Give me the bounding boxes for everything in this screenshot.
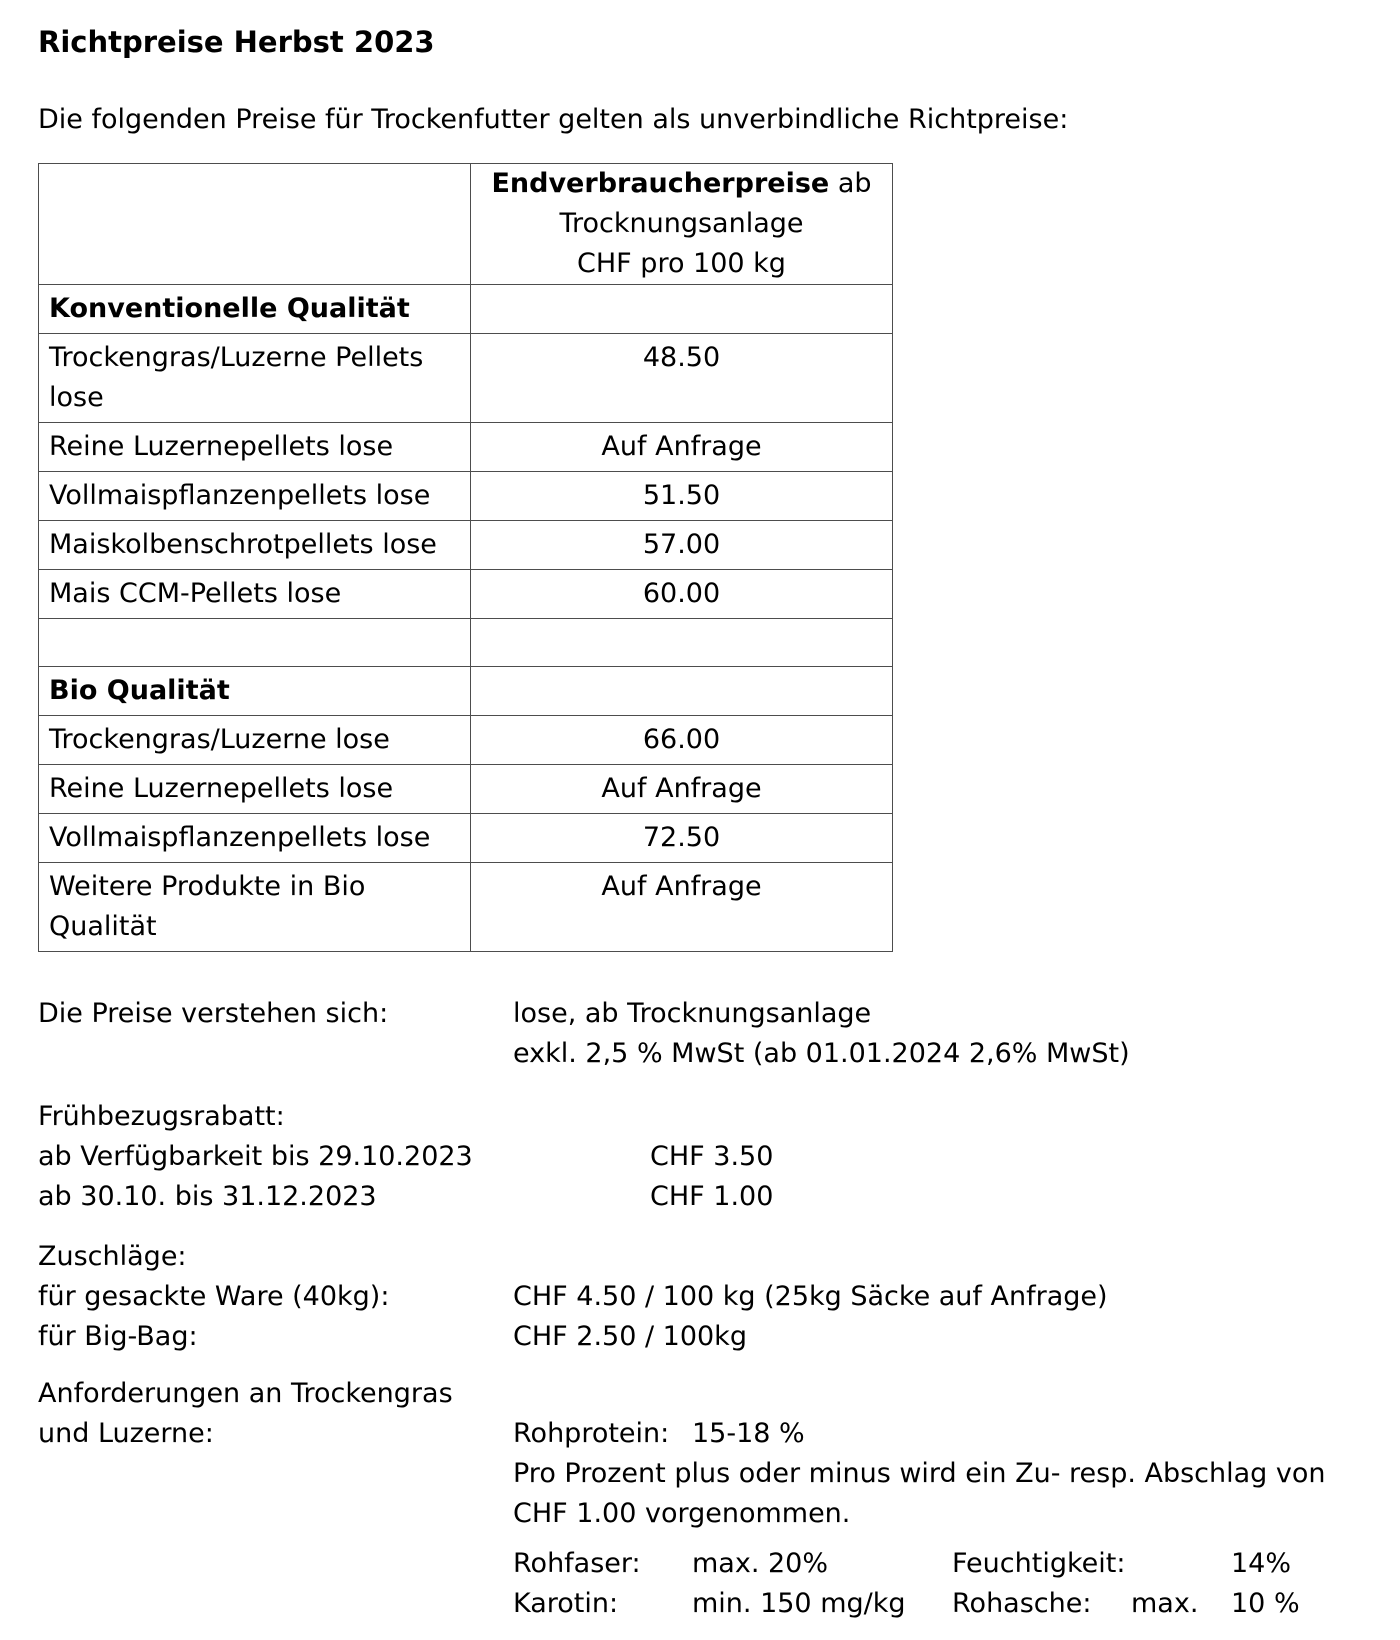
specs-row: [38, 1584, 1362, 1624]
product-label-cell: Reine Luzernepellets lose: [39, 423, 471, 472]
spacer-cell: [39, 619, 471, 667]
early-discount-title: Frühbezugsrabatt:: [38, 1101, 285, 1132]
requirements-indent: [38, 1494, 513, 1534]
product-label-cell: Trockengras/Luzerne lose: [39, 716, 471, 765]
price-value-cell: 51.50: [471, 472, 893, 521]
table-row-item: [39, 814, 893, 863]
surcharge-value: CHF 4.50 / 100 kg (25kg Säcke auf Anfrage): [513, 1281, 1108, 1312]
surcharge-value: CHF 2.50 / 100kg: [513, 1321, 747, 1352]
table-row-section-konventionell: [39, 285, 893, 334]
discount-label: ab Verfügbarkeit bis 29.10.2023: [38, 1141, 473, 1172]
header-chf-pro-100kg: CHF pro 100 kg: [577, 248, 786, 279]
rohprotein-line: [513, 1414, 1362, 1454]
requirements-empty: [513, 1374, 1362, 1414]
section-label-cell: Konventionelle Qualität: [39, 285, 471, 334]
product-label-cell: Trockengras/Luzerne Pellets lose: [39, 334, 471, 423]
surcharge-row: [38, 1317, 1362, 1357]
prices-note-row: [38, 994, 1362, 1034]
specs-indent: [38, 1584, 513, 1624]
section-empty-cell: [471, 667, 893, 716]
prices-note-line1: lose, ab Trocknungsanlage: [513, 998, 872, 1029]
discount-label: ab 30.10. bis 31.12.2023: [38, 1181, 377, 1212]
section-label-cell: Bio Qualität: [39, 667, 471, 716]
table-header-price-cell: [471, 164, 893, 285]
discount-row: [38, 1137, 1362, 1177]
discount-value: CHF 3.50: [650, 1141, 774, 1172]
requirements-label-line1: Anforderungen an Trockengras: [38, 1378, 453, 1409]
table-row-item: [39, 570, 893, 619]
price-value-cell: 72.50: [471, 814, 893, 863]
discount-row: [38, 1177, 1362, 1217]
surcharge-label: für Big-Bag:: [38, 1321, 198, 1352]
prices-note-line2: exkl. 2,5 % MwSt (ab 01.01.2024 2,6% MwSt): [513, 1038, 1130, 1069]
requirements-block: [38, 1374, 1362, 1534]
requirements-value-line2: Pro Prozent plus oder minus wird ein Zu- resp. Abschlag von: [513, 1458, 1326, 1489]
requirements-value-line3: CHF 1.00 vorgenommen.: [513, 1498, 851, 1529]
requirements-label-line2: und Luzerne:: [38, 1418, 214, 1449]
karotin-label: Karotin:: [513, 1588, 619, 1619]
table-corner-cell: [39, 164, 471, 285]
rohfaser-label: Rohfaser:: [513, 1548, 641, 1579]
requirements-row: [38, 1494, 1362, 1534]
price-value-cell: 60.00: [471, 570, 893, 619]
surcharge-title: Zuschläge:: [38, 1241, 187, 1272]
surcharge-label: für gesackte Ware (40kg):: [38, 1281, 390, 1312]
table-row-spacer: [39, 619, 893, 667]
surcharge-block: [38, 1237, 1362, 1357]
feuchtigkeit-value: 14%: [1231, 1548, 1292, 1579]
prices-note-row: [38, 1034, 1362, 1074]
table-row-item: [39, 765, 893, 814]
prices-note-label: Die Preise verstehen sich:: [38, 998, 389, 1029]
rohprotein-label: Rohprotein:: [513, 1418, 670, 1449]
specs-indent: [38, 1544, 513, 1584]
product-label-cell: Vollmaispflanzenpellets lose: [39, 472, 471, 521]
discount-value: CHF 1.00: [650, 1181, 774, 1212]
prices-note-indent: [38, 1034, 513, 1074]
page-title: Richtpreise Herbst 2023: [38, 25, 435, 59]
rohfaser-value: max. 20%: [692, 1548, 829, 1579]
table-row-item: [39, 334, 893, 423]
product-label-cell: Weitere Produkte in Bio Qualität: [39, 863, 471, 952]
table-row-section-bio: [39, 667, 893, 716]
intro-text: Die folgenden Preise für Trockenfutter gelten als unverbindliche Richtpreise:: [38, 104, 1069, 135]
table-row-item: [39, 472, 893, 521]
price-table: [38, 163, 893, 952]
feuchtigkeit-label: Feuchtigkeit:: [952, 1548, 1126, 1579]
prices-note-block: [38, 994, 1362, 1074]
header-ab: ab: [829, 168, 872, 199]
price-value-cell: 57.00: [471, 521, 893, 570]
spacer-cell: [471, 619, 893, 667]
karotin-value: min. 150 mg/kg: [692, 1588, 906, 1619]
table-row-item: [39, 716, 893, 765]
requirements-row: [38, 1454, 1362, 1494]
requirements-indent: [38, 1454, 513, 1494]
rohprotein-value: 15-18 %: [692, 1418, 805, 1449]
rohasche-max: max.: [1131, 1588, 1199, 1619]
header-trocknungsanlage: Trocknungsanlage: [559, 208, 804, 239]
price-value-cell: 48.50: [471, 334, 893, 423]
specs-row: [38, 1544, 1362, 1584]
price-value-cell: Auf Anfrage: [471, 423, 893, 472]
table-header-row: [39, 164, 893, 285]
specs-empty: [1131, 1544, 1231, 1584]
table-row-item: [39, 521, 893, 570]
table-row-item: [39, 863, 893, 952]
early-discount-block: [38, 1097, 1362, 1217]
requirements-row: [38, 1374, 1362, 1414]
rohasche-label: Rohasche:: [952, 1588, 1092, 1619]
product-label-cell: Reine Luzernepellets lose: [39, 765, 471, 814]
table-row-item: [39, 423, 893, 472]
surcharge-row: [38, 1277, 1362, 1317]
product-label-cell: Mais CCM-Pellets lose: [39, 570, 471, 619]
section-empty-cell: [471, 285, 893, 334]
requirements-row: [38, 1414, 1362, 1454]
product-label-cell: Vollmaispflanzenpellets lose: [39, 814, 471, 863]
price-value-cell: 66.00: [471, 716, 893, 765]
product-label-cell: Maiskolbenschrotpellets lose: [39, 521, 471, 570]
price-value-cell: Auf Anfrage: [471, 863, 893, 952]
price-value-cell: Auf Anfrage: [471, 765, 893, 814]
header-endverbraucherpreise: Endverbraucherpreise: [491, 168, 830, 199]
specs-block: [38, 1544, 1362, 1624]
rohasche-value: 10 %: [1231, 1588, 1300, 1619]
